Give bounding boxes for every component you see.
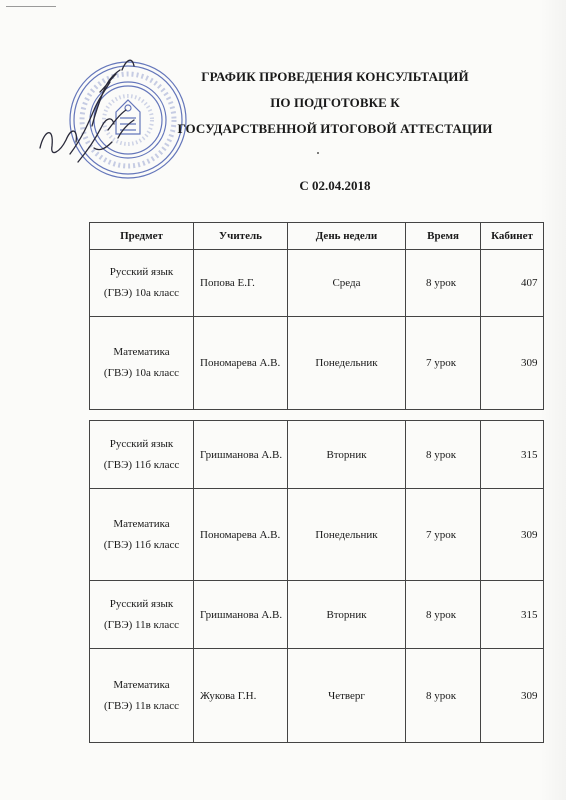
subject-name: Русский язык (109, 437, 174, 450)
subject-name: Математика (113, 678, 170, 691)
page-edge-shadow (540, 0, 566, 800)
cell-time: 8 урок (406, 649, 481, 743)
table-row (90, 317, 544, 410)
header-room: Кабинет (481, 223, 544, 250)
header-time: Время (406, 223, 481, 250)
subject-group: (ГВЭ) 11б класс (103, 538, 180, 551)
top-edge-line (6, 6, 56, 7)
subject-group: (ГВЭ) 11в класс (103, 699, 180, 712)
cell-subject (90, 317, 194, 410)
cell-room: 309 (481, 649, 544, 743)
cell-teacher: Гришманова А.В. (194, 581, 288, 649)
cell-day: Четверг (288, 649, 406, 743)
cell-day: Вторник (288, 581, 406, 649)
cell-subject (90, 581, 194, 649)
cell-time: 8 урок (406, 250, 481, 317)
title-line-3: ГОСУДАРСТВЕННОЙ ИТОГОВОЙ АТТЕСТАЦИИ (177, 121, 493, 136)
cell-room: 315 (481, 581, 544, 649)
cell-room: 315 (481, 421, 544, 489)
title-line-1: ГРАФИК ПРОВЕДЕНИЯ КОНСУЛЬТАЦИЙ (201, 69, 469, 84)
subject-group: (ГВЭ) 11в класс (103, 618, 180, 631)
cell-time: 7 урок (406, 317, 481, 410)
table-row (90, 649, 544, 743)
cell-time: 8 урок (406, 421, 481, 489)
cell-time: 8 урок (406, 581, 481, 649)
cell-day: Понедельник (288, 489, 406, 581)
subject-group: (ГВЭ) 10а класс (103, 287, 180, 299)
table-row (90, 421, 544, 489)
cell-subject (90, 250, 194, 317)
cell-day: Понедельник (288, 317, 406, 410)
signature (40, 60, 134, 162)
cell-teacher: Гришманова А.В. (194, 421, 288, 489)
subject-group: (ГВЭ) 11б класс (103, 458, 180, 471)
subject-group: (ГВЭ) 10а класс (103, 367, 180, 379)
cell-day: Вторник (288, 421, 406, 489)
cell-room: 407 (481, 250, 544, 317)
cell-day: Среда (288, 250, 406, 317)
header-teacher: Учитель (194, 223, 288, 250)
decorative-dot (317, 152, 319, 154)
subject-name: Русский язык (109, 266, 174, 278)
schedule-table-11 (89, 420, 544, 743)
cell-teacher: Пономарева А.В. (194, 317, 288, 410)
table-row (90, 581, 544, 649)
header-day: День недели (288, 223, 406, 250)
title-line-2: ПО ПОДГОТОВКЕ К (270, 95, 400, 110)
schedule-table-10 (89, 222, 544, 410)
cell-subject (90, 421, 194, 489)
table-header-row (90, 223, 544, 250)
table-row (90, 489, 544, 581)
header-subject: Предмет (90, 223, 194, 250)
subject-name: Математика (113, 517, 170, 530)
cell-subject (90, 489, 194, 581)
cell-time: 7 урок (406, 489, 481, 581)
subject-name: Математика (113, 346, 170, 358)
effective-date: С 02.04.2018 (299, 178, 371, 193)
cell-teacher: Пономарева А.В. (194, 489, 288, 581)
cell-room: 309 (481, 317, 544, 410)
cell-teacher: Жукова Г.Н. (194, 649, 288, 743)
cell-teacher: Попова Е.Г. (194, 250, 288, 317)
subject-name: Русский язык (109, 597, 174, 610)
cell-subject (90, 649, 194, 743)
cell-room: 309 (481, 489, 544, 581)
table-row (90, 250, 544, 317)
document-title (150, 64, 520, 142)
